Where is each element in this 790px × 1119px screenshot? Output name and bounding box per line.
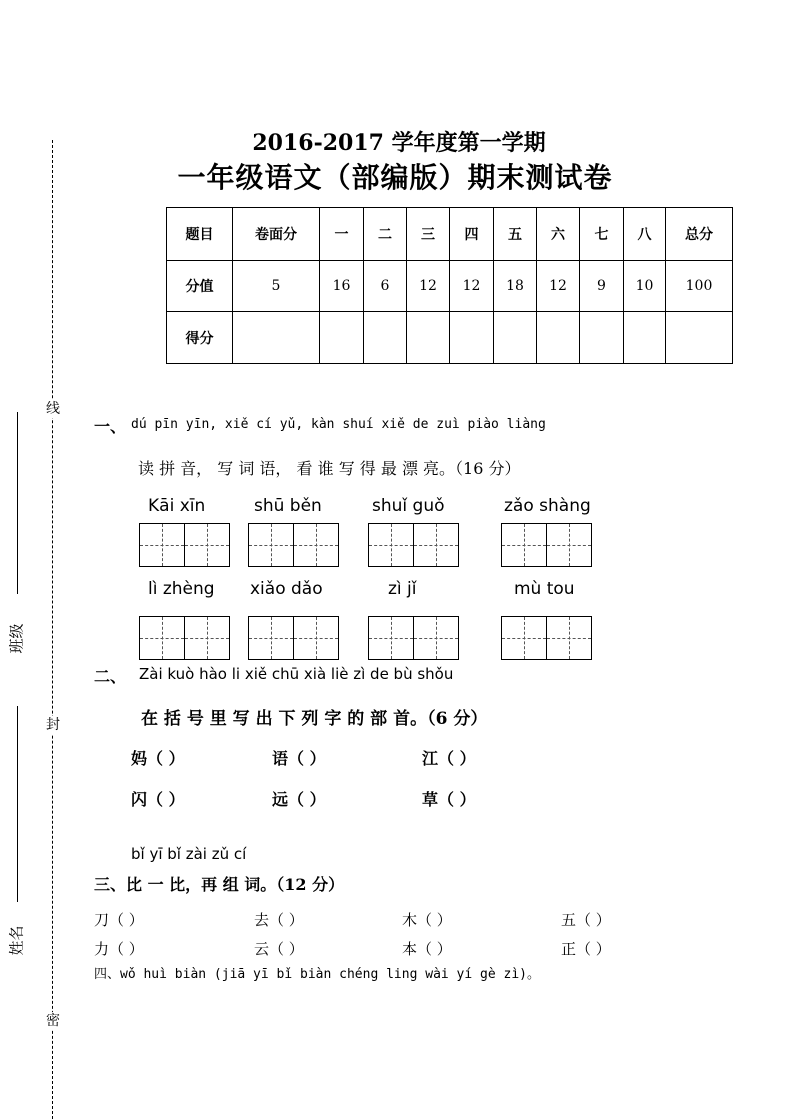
col-3: 三 (407, 208, 450, 261)
row-label-fenzhi: 分值 (167, 261, 233, 312)
pinyin-word: zǎo shàng (504, 496, 591, 516)
score-table-header-row (167, 208, 733, 261)
name-label: 姓名 (7, 925, 26, 956)
pinyin-word: shū běn (254, 496, 322, 516)
exam-main-title: 一年级语文（部编版）期末测试卷 (177, 161, 613, 194)
writing-grid (139, 523, 229, 567)
col-4: 四 (450, 208, 494, 261)
points-cell: 9 (580, 261, 624, 312)
section1-instruction: 读 拼 音， 写 词 语， 看 谁 写 得 最 漂 亮。（16 分） (138, 459, 521, 478)
pinyin-word: Kāi xīn (148, 496, 206, 516)
section2-number: 二、 (94, 667, 127, 686)
margin-xian-char: 线 (46, 401, 60, 417)
section3-title: 三、比 一 比，再 组 词。（12 分） (94, 875, 345, 894)
score-blank-cell (233, 312, 320, 364)
tianzige-cell (546, 523, 592, 567)
points-cell: 12 (450, 261, 494, 312)
col-6: 六 (537, 208, 580, 261)
points-cell: 12 (537, 261, 580, 312)
tianzige-cell (184, 616, 230, 660)
col-juanmianfen: 卷面分 (233, 208, 320, 261)
writing-grid (501, 523, 591, 567)
tianzige-cell (368, 616, 414, 660)
compare-question: 木（ ） (402, 911, 452, 929)
class-label: 班级 (7, 623, 26, 654)
score-table-score-row (167, 312, 733, 364)
score-blank-cell (364, 312, 407, 364)
tianzige-cell (139, 523, 185, 567)
class-fill-line (17, 412, 18, 594)
tianzige-cell (184, 523, 230, 567)
name-fill-line (17, 706, 18, 902)
points-cell: 18 (494, 261, 537, 312)
points-cell: 16 (320, 261, 364, 312)
section1-pinyin: dú pīn yīn, xiě cí yǔ, kàn shuí xiě de zuì piào liàng (131, 417, 546, 432)
writing-grid (139, 616, 229, 660)
margin-mi-char: 密 (46, 1013, 60, 1029)
col-1: 一 (320, 208, 364, 261)
tianzige-cell (501, 616, 547, 660)
score-blank-cell (320, 312, 364, 364)
score-blank-cell (537, 312, 580, 364)
section1-number: 一、 (94, 417, 127, 436)
writing-grid (248, 616, 338, 660)
radical-question: 远（ ） (272, 790, 326, 809)
score-blank-cell (580, 312, 624, 364)
score-table (166, 207, 733, 364)
tianzige-cell (546, 616, 592, 660)
points-cell: 5 (233, 261, 320, 312)
tianzige-cell (248, 616, 294, 660)
score-blank-cell (494, 312, 537, 364)
compare-question: 刀（ ） (94, 911, 144, 929)
compare-question: 力（ ） (94, 940, 144, 958)
compare-question: 五（ ） (561, 911, 611, 929)
section4-title: 四、wǒ huì biàn (jiā yī bǐ biàn chéng ling wài yí gè zì)。 (94, 967, 540, 982)
binding-dashed-line (52, 140, 53, 1119)
points-cell: 10 (624, 261, 666, 312)
section2-pinyin: Zài kuò hào li xiě chū xià liè zì de bù shǒu (139, 665, 454, 683)
compare-question: 正（ ） (561, 940, 611, 958)
tianzige-cell (293, 616, 339, 660)
margin-feng-char: 封 (46, 717, 60, 733)
pinyin-word: xiǎo dǎo (250, 579, 323, 599)
score-blank-cell (666, 312, 733, 364)
tianzige-cell (368, 523, 414, 567)
compare-question: 本（ ） (402, 940, 452, 958)
tianzige-cell (248, 523, 294, 567)
compare-question: 云（ ） (254, 940, 304, 958)
tianzige-cell (501, 523, 547, 567)
pinyin-word: shuǐ guǒ (372, 496, 445, 516)
pinyin-word: zì jǐ (388, 579, 417, 599)
writing-grid (248, 523, 338, 567)
col-5: 五 (494, 208, 537, 261)
writing-grid (501, 616, 591, 660)
col-7: 七 (580, 208, 624, 261)
radical-question: 妈（ ） (131, 749, 185, 768)
col-total: 总分 (666, 208, 733, 261)
row-label-defen: 得分 (167, 312, 233, 364)
col-2: 二 (364, 208, 407, 261)
tianzige-cell (293, 523, 339, 567)
tianzige-cell (413, 616, 459, 660)
score-blank-cell (450, 312, 494, 364)
section3-pinyin: bǐ yī bǐ zài zǔ cí (131, 845, 247, 863)
exam-year-title: 2016-2017 学年度第一学期 (252, 130, 546, 156)
col-8: 八 (624, 208, 666, 261)
points-cell: 6 (364, 261, 407, 312)
points-cell: 12 (407, 261, 450, 312)
tianzige-cell (139, 616, 185, 660)
radical-question: 闪（ ） (131, 790, 185, 809)
tianzige-cell (413, 523, 459, 567)
points-cell: 100 (666, 261, 733, 312)
score-blank-cell (624, 312, 666, 364)
section2-instruction: 在 括 号 里 写 出 下 列 字 的 部 首。（6 分） (141, 709, 488, 729)
compare-question: 去（ ） (254, 911, 304, 929)
writing-grid (368, 616, 458, 660)
score-table-points-row (167, 261, 733, 312)
radical-question: 语（ ） (272, 749, 326, 768)
score-blank-cell (407, 312, 450, 364)
writing-grid (368, 523, 458, 567)
radical-question: 草（ ） (422, 790, 476, 809)
pinyin-word: lì zhèng (148, 579, 215, 599)
row-label-tiMu: 题目 (167, 208, 233, 261)
pinyin-word: mù tou (514, 579, 575, 599)
radical-question: 江（ ） (422, 749, 476, 768)
